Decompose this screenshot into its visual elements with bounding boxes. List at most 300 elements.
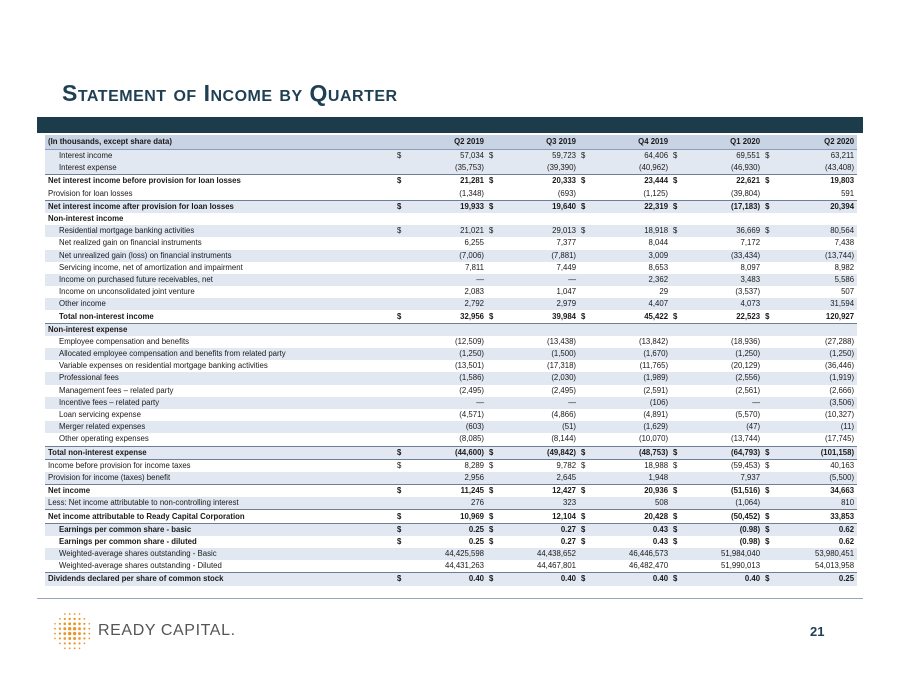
currency-symbol — [395, 323, 407, 336]
cell-value: (4,866) — [551, 410, 577, 420]
cell-value: 0.25 — [468, 536, 485, 546]
currency-symbol — [395, 262, 407, 274]
cell-value: (27,288) — [825, 336, 855, 346]
cell-value: 19,803 — [775, 175, 857, 188]
table-row — [45, 360, 857, 372]
currency-symbol — [763, 348, 775, 360]
cell-value: (5,570) — [735, 410, 761, 420]
currency-symbol — [487, 397, 499, 409]
cell-value: 19,640 — [499, 200, 579, 213]
currency-symbol: $ — [673, 311, 678, 321]
currency-symbol: $ — [763, 225, 775, 237]
cell-value: 8,982 — [834, 262, 855, 272]
table-row — [45, 560, 857, 573]
currency-symbol — [763, 497, 775, 510]
currency-symbol — [579, 213, 591, 225]
cell-value: 3,483 — [683, 274, 763, 286]
cell-value: (48,753) — [591, 446, 671, 459]
currency-symbol: $ — [397, 311, 402, 321]
cell-value: (0.98) — [739, 536, 761, 546]
title-band — [37, 117, 863, 133]
row-label: Net interest income before provision for loan losses — [45, 175, 395, 188]
currency-symbol: $ — [397, 536, 402, 546]
cell-value: 1,948 — [591, 472, 671, 485]
currency-symbol: $ — [487, 523, 499, 536]
table-row — [45, 262, 857, 274]
cell-value — [499, 323, 579, 336]
table-row — [45, 175, 857, 188]
currency-symbol — [671, 548, 683, 560]
table-row — [45, 372, 857, 384]
cell-value: (1,629) — [591, 421, 671, 433]
currency-symbol: $ — [395, 510, 407, 523]
currency-symbol: $ — [395, 459, 407, 472]
currency-symbol — [579, 323, 591, 336]
table-row — [45, 409, 857, 421]
currency-symbol: $ — [579, 510, 591, 523]
currency-symbol — [671, 421, 683, 433]
currency-symbol — [671, 298, 683, 310]
currency-symbol — [395, 397, 407, 409]
currency-symbol — [579, 560, 591, 573]
currency-symbol: $ — [395, 150, 407, 163]
cell-value: 0.40 — [683, 573, 763, 586]
currency-symbol — [395, 250, 407, 262]
cell-value: 12,427 — [499, 485, 579, 498]
row-label: Interest expense — [45, 162, 395, 175]
currency-symbol — [671, 348, 683, 360]
cell-value: 12,104 — [499, 510, 579, 523]
currency-symbol: $ — [671, 459, 683, 472]
cell-value: 2,979 — [499, 298, 579, 310]
currency-symbol: $ — [579, 459, 591, 472]
cell-value: (2,030) — [499, 372, 579, 384]
cell-value: 59,723 — [499, 150, 579, 163]
cell-value: (7,881) — [499, 250, 579, 262]
cell-value: (2,495) — [551, 385, 577, 395]
cell-value: (1,500) — [499, 348, 579, 360]
cell-value: 31,594 — [775, 298, 857, 310]
cell-value: 29 — [659, 287, 669, 297]
cell-value: 2,362 — [591, 274, 671, 286]
table-row — [45, 323, 857, 336]
row-label: Income on purchased future receivables, net — [45, 274, 395, 286]
cell-value: 20,428 — [591, 510, 671, 523]
currency-symbol: $ — [671, 510, 683, 523]
currency-symbol — [395, 385, 407, 397]
cell-value: (33,434) — [683, 250, 763, 262]
currency-symbol — [487, 360, 499, 372]
cell-value: 323 — [499, 497, 579, 510]
currency-symbol — [395, 213, 407, 225]
row-label: Management fees – related party — [59, 385, 174, 395]
currency-symbol: $ — [763, 150, 775, 163]
currency-symbol — [579, 250, 591, 262]
row-label: Merger related expenses — [45, 421, 395, 433]
cell-value: (11,765) — [639, 361, 669, 371]
table-row — [45, 250, 857, 262]
currency-symbol: $ — [579, 150, 591, 163]
row-label: Earnings per common share - diluted — [59, 536, 197, 546]
currency-symbol: $ — [579, 200, 591, 213]
currency-symbol: $ — [673, 536, 678, 546]
currency-symbol — [579, 286, 591, 298]
cell-value — [683, 323, 763, 336]
currency-symbol — [395, 372, 407, 384]
cell-value: 0.40 — [499, 573, 579, 586]
cell-value: (10,070) — [639, 434, 669, 444]
cell-value: (64,793) — [683, 446, 763, 459]
currency-symbol — [579, 360, 591, 372]
currency-symbol — [763, 336, 775, 348]
currency-symbol — [487, 274, 499, 286]
cell-value: (43,408) — [775, 162, 857, 175]
row-label: Variable expenses on residential mortgage banking activities — [59, 361, 268, 371]
currency-symbol — [395, 472, 407, 485]
currency-symbol — [487, 497, 499, 510]
currency-symbol — [487, 336, 499, 348]
cell-value — [591, 323, 671, 336]
row-label: Net interest income after provision for loan losses — [45, 200, 395, 213]
currency-symbol — [671, 397, 683, 409]
currency-symbol — [763, 162, 775, 175]
cell-value: 46,482,470 — [629, 561, 669, 571]
cell-value: 22,621 — [683, 175, 763, 188]
cell-value: (40,962) — [591, 162, 671, 175]
cell-value: 2,645 — [499, 472, 579, 485]
row-label: Net unrealized gain (loss) on financial instruments — [45, 250, 395, 262]
cell-value: 57,034 — [407, 150, 487, 163]
column-header-quarter: Q3 2019 — [487, 135, 579, 150]
row-label: Total non-interest expense — [45, 446, 395, 459]
cell-value: 7,377 — [556, 238, 577, 248]
cell-value: (8,085) — [459, 434, 485, 444]
currency-symbol — [763, 213, 775, 225]
row-label: Allocated employee compensation and benefits from related party — [45, 348, 395, 360]
cell-value: 40,163 — [775, 459, 857, 472]
cell-value: (51) — [499, 421, 579, 433]
currency-symbol — [487, 409, 499, 421]
currency-symbol — [487, 348, 499, 360]
table-row — [45, 385, 857, 397]
currency-symbol — [763, 472, 775, 485]
currency-symbol — [395, 188, 407, 201]
currency-symbol — [763, 372, 775, 384]
currency-symbol: $ — [765, 536, 770, 546]
currency-symbol — [671, 188, 683, 201]
currency-symbol — [763, 188, 775, 201]
cell-value: (50,452) — [683, 510, 763, 523]
currency-symbol — [579, 421, 591, 433]
page-number: 21 — [810, 624, 825, 639]
cell-value: 0.25 — [775, 573, 857, 586]
currency-symbol — [579, 548, 591, 560]
cell-value: 63,211 — [775, 150, 857, 163]
currency-symbol: $ — [579, 175, 591, 188]
cell-value: 0.40 — [591, 573, 671, 586]
table-header-row — [45, 135, 857, 150]
cell-value: 7,937 — [683, 472, 763, 485]
table-row — [45, 446, 857, 459]
cell-value: 810 — [775, 497, 857, 510]
cell-value — [499, 213, 579, 225]
currency-symbol — [487, 286, 499, 298]
currency-symbol — [579, 409, 591, 421]
row-label: Other income — [45, 298, 395, 310]
cell-value: 44,431,263 — [444, 561, 485, 571]
cell-value: (13,501) — [454, 361, 485, 371]
cell-value: 46,446,573 — [591, 548, 671, 560]
cell-value: (106) — [591, 397, 671, 409]
cell-value: (46,930) — [683, 162, 763, 175]
cell-value: — — [499, 274, 579, 286]
table-row — [45, 348, 857, 360]
currency-symbol — [671, 286, 683, 298]
currency-symbol: $ — [395, 573, 407, 586]
cell-value: (39,390) — [499, 162, 579, 175]
currency-symbol — [763, 360, 775, 372]
cell-value: 36,669 — [683, 225, 763, 237]
currency-symbol: $ — [487, 510, 499, 523]
row-label: Non-interest expense — [45, 323, 395, 336]
currency-symbol: $ — [395, 446, 407, 459]
table-row — [45, 237, 857, 249]
cell-value: 6,255 — [464, 238, 485, 248]
currency-symbol — [671, 237, 683, 249]
currency-symbol: $ — [395, 175, 407, 188]
cell-value: (1,064) — [683, 497, 763, 510]
cell-value: 7,438 — [834, 238, 855, 248]
table-row — [45, 213, 857, 225]
cell-value: (11) — [775, 421, 857, 433]
cell-value: (1,250) — [683, 348, 763, 360]
currency-symbol: $ — [487, 485, 499, 498]
table-row — [45, 548, 857, 560]
currency-symbol: $ — [487, 573, 499, 586]
currency-symbol — [671, 360, 683, 372]
currency-symbol: $ — [671, 523, 683, 536]
currency-symbol: $ — [395, 485, 407, 498]
currency-symbol — [395, 548, 407, 560]
currency-symbol — [763, 262, 775, 274]
currency-symbol — [671, 162, 683, 175]
table-row — [45, 510, 857, 523]
currency-symbol — [579, 397, 591, 409]
cell-value: 7,449 — [556, 262, 577, 272]
cell-value: 507 — [841, 287, 855, 297]
cell-value: 64,406 — [591, 150, 671, 163]
table-row — [45, 459, 857, 472]
currency-symbol — [579, 274, 591, 286]
cell-value: 591 — [841, 188, 855, 198]
currency-symbol: $ — [489, 536, 494, 546]
cell-value: 20,936 — [591, 485, 671, 498]
currency-symbol: $ — [671, 150, 683, 163]
currency-symbol: $ — [395, 225, 407, 237]
cell-value: (1,919) — [775, 372, 857, 384]
currency-symbol — [579, 433, 591, 446]
cell-value: (36,446) — [825, 361, 855, 371]
cell-value: (49,842) — [499, 446, 579, 459]
currency-symbol — [395, 162, 407, 175]
cell-value: 51,984,040 — [683, 548, 763, 560]
row-label: Loan servicing expense — [59, 410, 141, 420]
currency-symbol — [763, 560, 775, 573]
currency-symbol — [763, 548, 775, 560]
currency-symbol — [579, 472, 591, 485]
cell-value: (44,600) — [407, 446, 487, 459]
currency-symbol — [763, 274, 775, 286]
currency-symbol — [671, 250, 683, 262]
cell-value: (0.98) — [683, 523, 763, 536]
cell-value: 18,988 — [591, 459, 671, 472]
cell-value: 276 — [407, 497, 487, 510]
currency-symbol — [579, 372, 591, 384]
row-label: Professional fees — [45, 372, 395, 384]
cell-value: — — [499, 397, 579, 409]
cell-value: (18,936) — [731, 336, 761, 346]
currency-symbol — [487, 548, 499, 560]
row-label: Non-interest income — [48, 214, 124, 224]
cell-value: 1,047 — [556, 287, 577, 297]
cell-value: 44,425,598 — [407, 548, 487, 560]
row-label: Weighted-average shares outstanding - Basic — [45, 548, 395, 560]
currency-symbol — [671, 560, 683, 573]
table-row — [45, 497, 857, 510]
currency-symbol — [487, 385, 499, 397]
currency-symbol — [487, 188, 499, 201]
cell-value: (17,318) — [546, 361, 577, 371]
currency-symbol — [395, 286, 407, 298]
currency-symbol: $ — [581, 536, 586, 546]
cell-value: 20,394 — [775, 200, 857, 213]
row-label: Incentive fees – related party — [45, 397, 395, 409]
currency-symbol — [395, 433, 407, 446]
row-label: Employee compensation and benefits — [59, 336, 190, 346]
cell-value: (35,753) — [407, 162, 487, 175]
cell-value: 8,653 — [648, 262, 669, 272]
currency-symbol — [487, 323, 499, 336]
cell-value: (4,891) — [643, 410, 669, 420]
currency-symbol: $ — [579, 225, 591, 237]
currency-symbol: $ — [487, 150, 499, 163]
cell-value: 21,281 — [407, 175, 487, 188]
currency-symbol: $ — [395, 200, 407, 213]
cell-value: 22,319 — [591, 200, 671, 213]
company-logo-text: READY CAPITAL. — [98, 622, 236, 639]
currency-symbol — [671, 409, 683, 421]
currency-symbol: $ — [671, 485, 683, 498]
currency-symbol — [579, 162, 591, 175]
currency-symbol — [487, 560, 499, 573]
currency-symbol — [763, 286, 775, 298]
table-row — [45, 397, 857, 409]
currency-symbol — [671, 497, 683, 510]
currency-symbol: $ — [489, 311, 494, 321]
currency-symbol — [487, 250, 499, 262]
cell-value: — — [407, 274, 487, 286]
table-row — [45, 523, 857, 536]
currency-symbol — [395, 298, 407, 310]
currency-symbol: $ — [763, 175, 775, 188]
page-title: Statement of Income by Quarter — [62, 80, 398, 106]
cell-value: (1,348) — [459, 188, 485, 198]
cell-value: 0.62 — [838, 536, 855, 546]
cell-value: 18,918 — [591, 225, 671, 237]
cell-value: (1,250) — [775, 348, 857, 360]
cell-value: 4,073 — [683, 298, 763, 310]
cell-value: (1,250) — [407, 348, 487, 360]
currency-symbol: $ — [671, 175, 683, 188]
currency-symbol — [487, 298, 499, 310]
currency-symbol — [671, 336, 683, 348]
currency-symbol — [395, 274, 407, 286]
currency-symbol — [579, 298, 591, 310]
currency-symbol — [763, 237, 775, 249]
cell-value: (13,744) — [731, 434, 761, 444]
currency-symbol — [395, 497, 407, 510]
currency-symbol — [671, 262, 683, 274]
cell-value: 0.62 — [775, 523, 857, 536]
table-row — [45, 573, 857, 586]
table-row — [45, 433, 857, 446]
row-label: Weighted-average shares outstanding - Diluted — [59, 561, 222, 571]
cell-value — [407, 213, 487, 225]
row-label: Total non-interest income — [59, 311, 154, 321]
currency-symbol: $ — [763, 446, 775, 459]
currency-symbol — [579, 262, 591, 274]
cell-value: 5,586 — [775, 274, 857, 286]
cell-value: 34,663 — [775, 485, 857, 498]
cell-value: (2,556) — [683, 372, 763, 384]
cell-value: (3,506) — [775, 397, 857, 409]
currency-symbol: $ — [487, 459, 499, 472]
cell-value — [775, 323, 857, 336]
cell-value: 20,333 — [499, 175, 579, 188]
cell-value: 54,013,958 — [815, 561, 855, 571]
cell-value: 53,980,451 — [775, 548, 857, 560]
currency-symbol: $ — [671, 200, 683, 213]
cell-value: 0.27 — [499, 523, 579, 536]
currency-symbol: $ — [763, 459, 775, 472]
cell-value — [683, 213, 763, 225]
column-header-quarter: Q2 2020 — [763, 135, 857, 150]
currency-symbol — [395, 360, 407, 372]
currency-symbol: $ — [763, 523, 775, 536]
currency-symbol — [487, 213, 499, 225]
cell-value: (2,666) — [829, 385, 855, 395]
cell-value: 80,564 — [775, 225, 857, 237]
row-label: Earnings per common share - basic — [45, 523, 395, 536]
currency-symbol: $ — [763, 510, 775, 523]
currency-symbol: $ — [395, 523, 407, 536]
cell-value: 2,792 — [407, 298, 487, 310]
cell-value: 2,956 — [407, 472, 487, 485]
cell-value: (20,129) — [731, 361, 761, 371]
cell-value: (13,438) — [546, 336, 577, 346]
currency-symbol: $ — [487, 200, 499, 213]
currency-symbol: $ — [763, 200, 775, 213]
cell-value: 69,551 — [683, 150, 763, 163]
currency-symbol: $ — [579, 485, 591, 498]
row-label: Net income attributable to Ready Capital Corporation — [45, 510, 395, 523]
currency-symbol — [579, 188, 591, 201]
currency-symbol: $ — [487, 175, 499, 188]
currency-symbol: $ — [581, 311, 586, 321]
income-statement-table — [45, 135, 857, 586]
currency-symbol — [763, 323, 775, 336]
currency-symbol — [763, 421, 775, 433]
